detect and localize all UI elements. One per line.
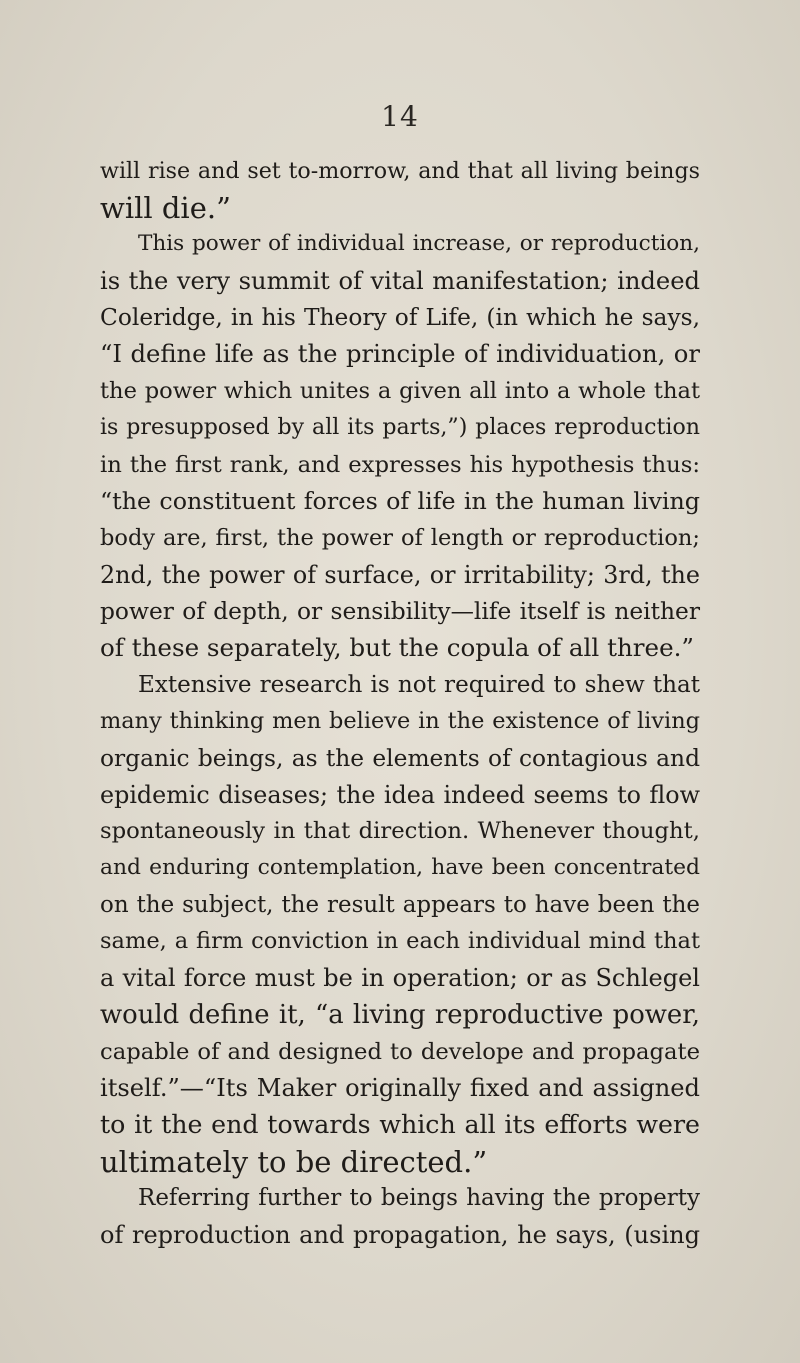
- text-line: of these separately, but the copula of all three.”: [100, 632, 694, 662]
- text-line: “the constituent forces of life in the human living: [100, 487, 700, 516]
- text-line: and enduring contemplation, have been concentrated: [100, 855, 700, 881]
- text-line: of reproduction and propagation, he says, (using: [100, 1220, 700, 1249]
- text-line: spontaneously in that direction. Whenever thought,: [100, 818, 700, 845]
- text-line: itself.”—“Its Maker originally fixed and assigned: [100, 1074, 700, 1103]
- text-line: would define it, “a living reproductive power,: [100, 999, 700, 1030]
- text-line: to it the end towards which all its efforts were: [100, 1109, 700, 1139]
- text-line: ultimately to be directed.”: [100, 1144, 488, 1179]
- text-line: Extensive research is not required to shew that: [138, 671, 700, 698]
- text-line: epidemic diseases; the idea indeed seems to flow: [100, 780, 700, 809]
- text-line: is presupposed by all its parts,”) places reproduction: [100, 414, 700, 440]
- text-line: “I define life as the principle of individuation, or: [100, 339, 700, 369]
- page-number: 14: [381, 100, 419, 133]
- text-line: in the first rank, and expresses his hypothesis thus:: [100, 451, 700, 478]
- text-line: Referring further to beings having the property: [138, 1185, 700, 1212]
- text-line: on the subject, the result appears to have been the: [100, 891, 700, 918]
- text-line: capable of and designed to develope and propagate: [100, 1038, 700, 1065]
- text-line: will die.”: [100, 190, 231, 225]
- text-line: many thinking men believe in the existence of living: [100, 708, 700, 735]
- text-line: will rise and set to-morrow, and that all living beings: [100, 158, 700, 184]
- text-line: 2nd, the power of surface, or irritability; 3rd, the: [100, 560, 700, 589]
- text-line: body are, first, the power of length or reproduction;: [100, 524, 700, 551]
- body-text: [100, 153, 700, 1254]
- text-line: the power which unites a given all into a whole that: [100, 378, 700, 405]
- text-line: This power of individual increase, or reproduction,: [138, 231, 700, 257]
- text-line: power of depth, or sensibility—life itself is neither: [100, 597, 700, 626]
- text-line: Coleridge, in his Theory of Life, (in which he says,: [100, 303, 700, 331]
- text-line: is the very summit of vital manifestation; indeed: [100, 267, 700, 296]
- text-line: same, a firm conviction in each individual mind that: [100, 928, 700, 955]
- text-line: a vital force must be in operation; or as Schlegel: [100, 964, 700, 993]
- text-line: organic beings, as the elements of contagious and: [100, 744, 700, 772]
